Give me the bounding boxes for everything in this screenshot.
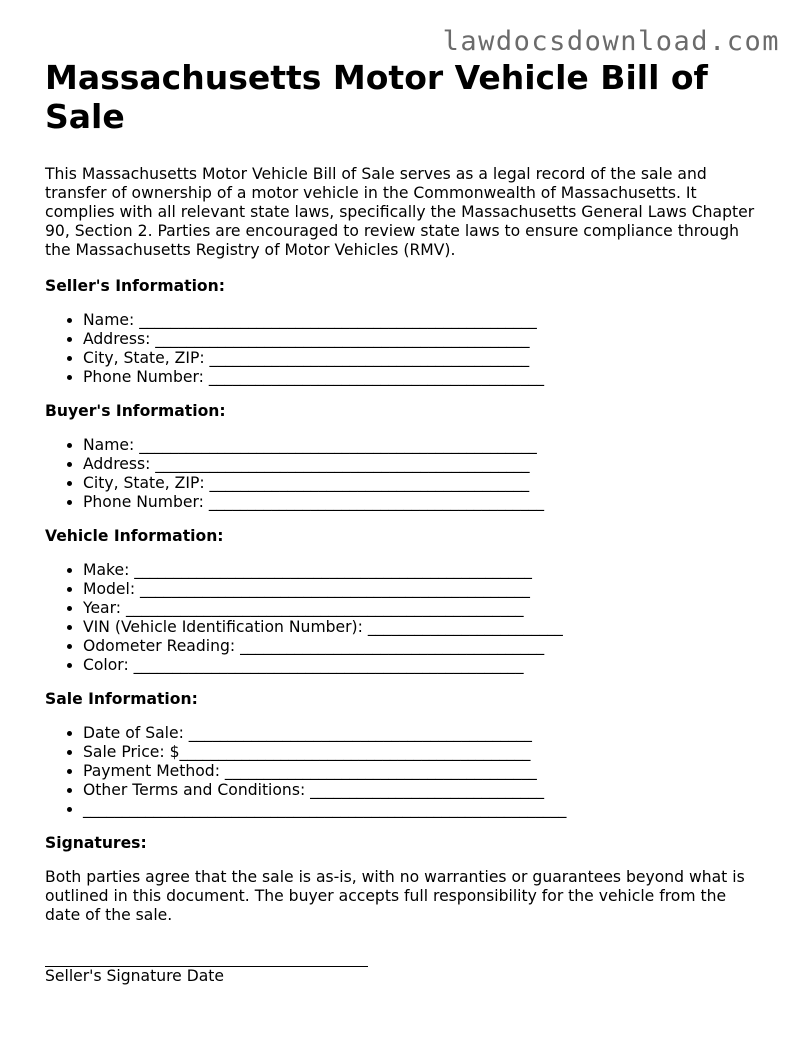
seller-address-field[interactable]: • Address: ________________________________________________ — [83, 330, 765, 349]
buyer-phone-field[interactable]: • Phone Number: ___________________________________________ — [83, 493, 765, 512]
watermark: lawdocsdownload.com — [442, 26, 780, 57]
vehicle-odometer-field[interactable]: • Odometer Reading: _______________________________________ — [83, 637, 765, 656]
sale-heading: Sale Information: — [45, 690, 198, 708]
buyer-address-field[interactable]: • Address: ________________________________________________ — [83, 455, 765, 474]
sale-date-field[interactable]: • Date of Sale: ____________________________________________ — [83, 724, 765, 743]
seller-list — [45, 311, 765, 387]
buyer-name-field[interactable]: • Name: ___________________________________________________ — [83, 436, 765, 455]
vehicle-heading: Vehicle Information: — [45, 527, 224, 545]
sale-extra-field[interactable]: • ______________________________________________________________ — [83, 800, 765, 819]
seller-name-field[interactable]: • Name: ___________________________________________________ — [83, 311, 765, 330]
seller-phone-field[interactable]: • Phone Number: ___________________________________________ — [83, 368, 765, 387]
vehicle-year-field[interactable]: • Year: ___________________________________________________ — [83, 599, 765, 618]
signatures-heading: Signatures: — [45, 834, 147, 852]
sale-terms-field[interactable]: • Other Terms and Conditions: ______________________________ — [83, 781, 765, 800]
sale-price-field[interactable]: • Sale Price: $_____________________________________________ — [83, 743, 765, 762]
sale-list — [45, 724, 765, 819]
seller-signature-label: Seller's Signature Date — [45, 967, 224, 985]
signatures-paragraph: Both parties agree that the sale is as-is, with no warranties or guarantees beyond what is outlined in this document. The buyer accepts full responsibility for the vehicle from the date of the sale. — [45, 868, 745, 924]
buyer-city-field[interactable]: • City, State, ZIP: _________________________________________ — [83, 474, 765, 493]
vehicle-model-field[interactable]: • Model: __________________________________________________ — [83, 580, 765, 599]
intro-paragraph: This Massachusetts Motor Vehicle Bill of Sale serves as a legal record of the sale and transfer of ownership of a motor vehicle in the Commonwealth of Massachusetts. It complies with all relevant state laws, specifically the Massachusetts General Laws Chapter 90, Section 2. Parties are encouraged to review state laws to ensure compliance through the Massachusetts Registry of Motor Vehicles (RMV). — [45, 165, 755, 259]
page-title: Massachusetts Motor Vehicle Bill of Sale — [45, 58, 708, 136]
sale-payment-field[interactable]: • Payment Method: ________________________________________ — [83, 762, 765, 781]
vehicle-color-field[interactable]: • Color: __________________________________________________ — [83, 656, 765, 675]
vehicle-list — [45, 561, 765, 675]
buyer-heading: Buyer's Information: — [45, 402, 226, 420]
seller-signature-line[interactable] — [45, 948, 368, 967]
document-body — [45, 58, 765, 986]
vehicle-make-field[interactable]: • Make: ___________________________________________________ — [83, 561, 765, 580]
seller-heading: Seller's Information: — [45, 277, 225, 295]
vehicle-vin-field[interactable]: • VIN (Vehicle Identification Number): _________________________ — [83, 618, 765, 637]
seller-city-field[interactable]: • City, State, ZIP: _________________________________________ — [83, 349, 765, 368]
buyer-list — [45, 436, 765, 512]
